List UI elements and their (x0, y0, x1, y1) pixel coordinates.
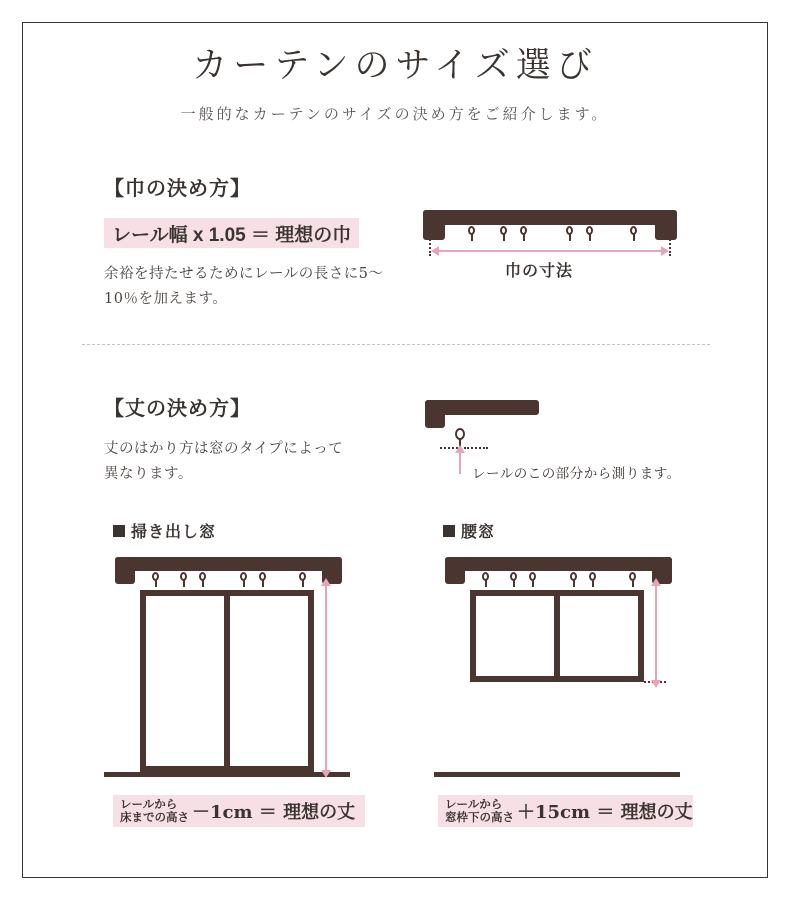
rail-bar-sweep (115, 557, 342, 571)
rail-hook (513, 580, 515, 587)
rail-end-cap-left (423, 210, 445, 240)
length-note: 丈のはかり方は窓のタイプによって異なります。 (104, 441, 344, 482)
waist-height-arrow (655, 585, 657, 681)
width-measure-label: 巾の寸法 (505, 261, 574, 280)
rail-hook (262, 580, 264, 587)
window-mullion-waist (554, 590, 560, 682)
width-formula: レール幅 x 1.05 ＝ 理想の巾 (104, 218, 359, 248)
waist-formula-line2: 窓枠下の高さ (445, 810, 514, 824)
section-width-heading: 【巾の決め方】 (104, 176, 251, 200)
rail-measure-note: レールのこの部分から測ります。 (472, 466, 681, 482)
rail-hook (485, 580, 487, 587)
rail-hook (573, 580, 575, 587)
rail-bar-waist (445, 557, 672, 571)
rail-measure-guide-right (464, 447, 488, 449)
page-subtitle: 一般的なカーテンのサイズの決め方をご紹介します。 (180, 105, 610, 123)
window-type-label-waist (443, 519, 495, 542)
width-measure-arrow (438, 250, 662, 252)
rail-end-cap-left-waist (445, 557, 465, 584)
section-length-heading: 【丈の決め方】 (104, 396, 251, 420)
rail-hook (183, 580, 185, 587)
rail-hook (243, 580, 245, 587)
window-type-text: 掃き出し窓 (131, 522, 217, 541)
waist-formula-lines (445, 798, 514, 824)
bullet-square-icon (443, 525, 455, 537)
rail-hook (155, 580, 157, 587)
page-title: カーテンのサイズ選び (192, 46, 598, 86)
rail-end-cap-right (655, 210, 677, 240)
sweep-formula-box (113, 795, 365, 827)
rail-end-cap-closeup (425, 400, 445, 428)
width-guide-line-right (669, 236, 671, 256)
sweep-formula-lines (120, 798, 189, 824)
rail-hook (302, 580, 304, 587)
window-type-text: 腰窓 (461, 522, 496, 541)
sweep-formula-line2: 床までの高さ (120, 810, 189, 824)
rail-hook (569, 234, 571, 241)
rail-hook (523, 234, 525, 241)
sweep-height-arrow (325, 585, 327, 771)
rail-hook (202, 580, 204, 587)
rail-hook (471, 234, 473, 241)
rail-hook (592, 580, 594, 587)
sweep-formula-result: －1cm ＝ 理想の丈 (192, 802, 356, 823)
waist-formula-box (438, 795, 693, 827)
rail-hook (532, 580, 534, 587)
rail-hook (632, 580, 634, 587)
rail-measure-arrow (459, 452, 461, 474)
floor-line-sweep (104, 772, 350, 777)
rail-hook (503, 234, 505, 241)
window-mullion-sweep (224, 590, 230, 772)
rail-hook (633, 234, 635, 241)
waist-formula-line1: レールから (445, 797, 503, 811)
rail-bar (423, 210, 677, 225)
rail-hook (589, 234, 591, 241)
section-divider (82, 344, 710, 345)
window-type-label-sweep (113, 519, 216, 542)
width-note: 余裕を持たせるためにレールの長さに5〜10％を加えます。 (104, 266, 384, 307)
rail-end-cap-left-sweep (115, 557, 135, 584)
waist-formula-result: ＋15cm ＝ 理想の丈 (517, 802, 693, 823)
bullet-square-icon (113, 525, 125, 537)
floor-line-waist (434, 772, 680, 777)
sweep-formula-line1: レールから (120, 797, 178, 811)
